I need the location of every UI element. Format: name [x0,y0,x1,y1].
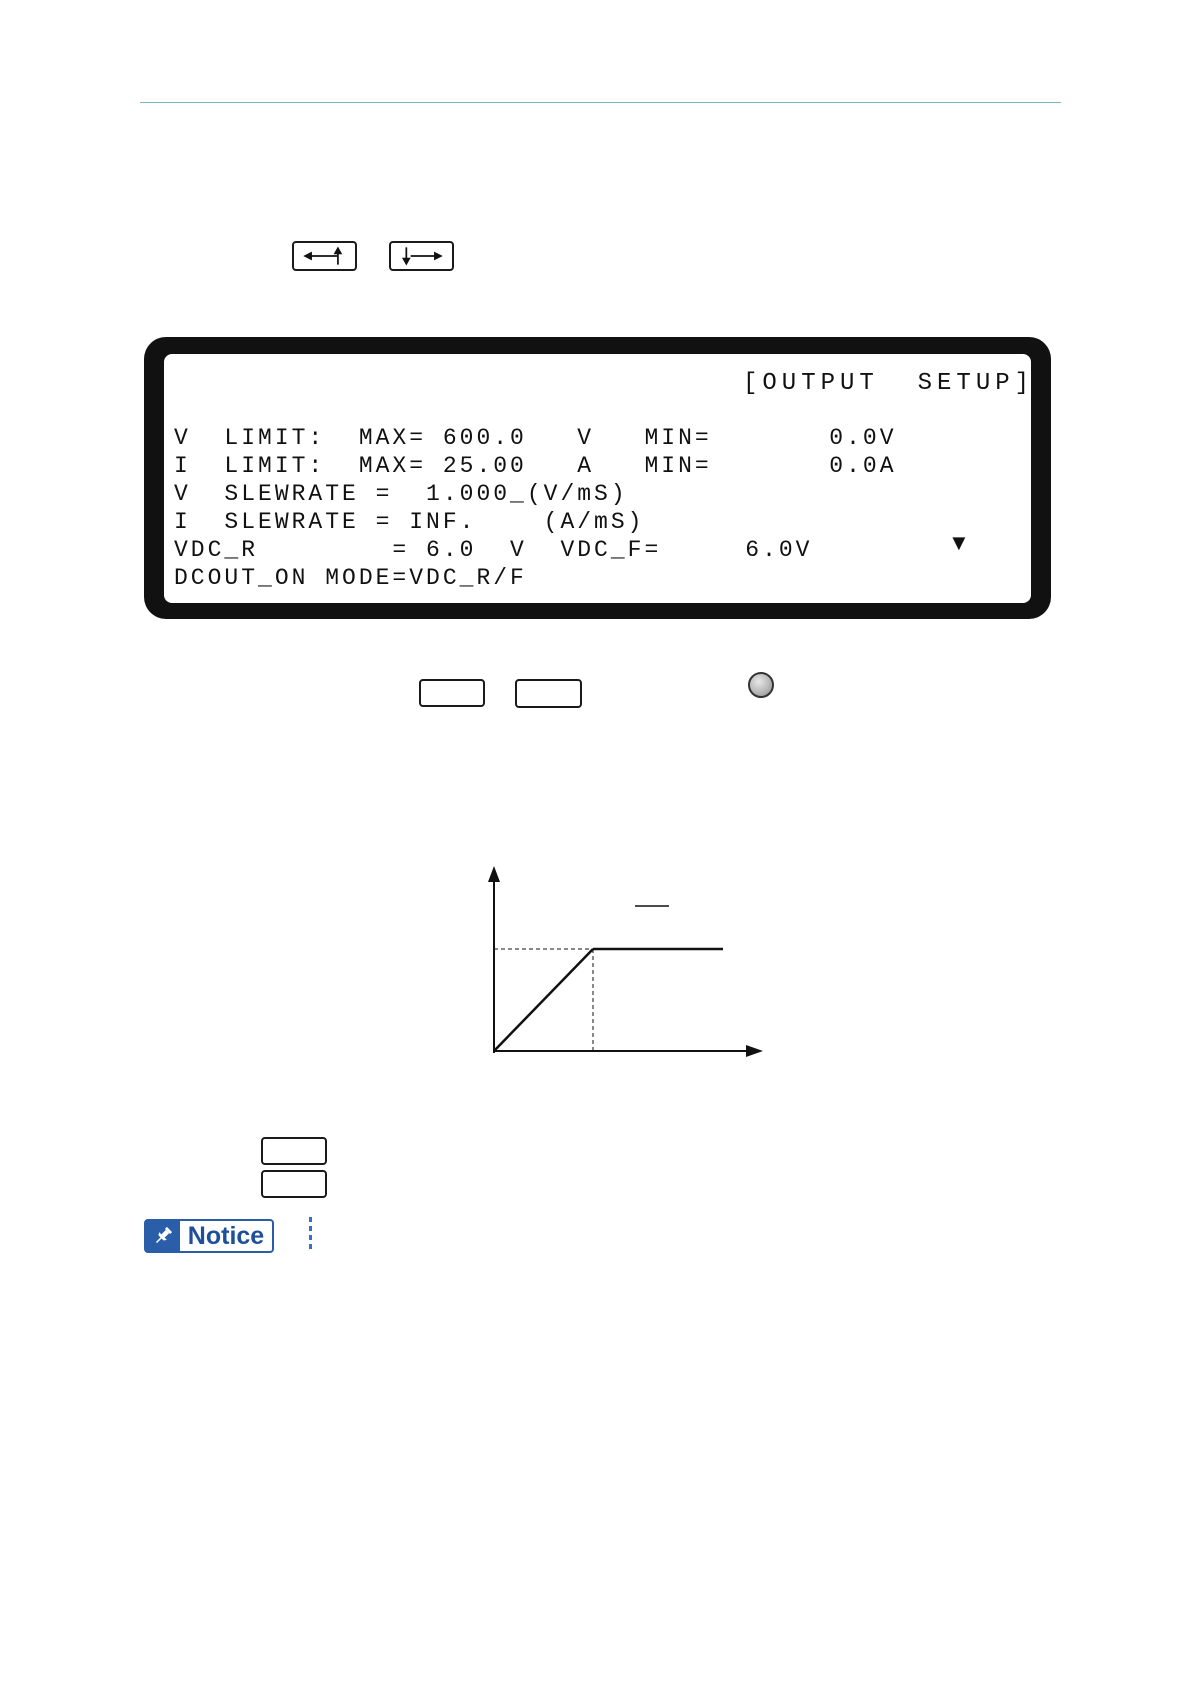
lcd-line-vdc: VDC_R = 6.0 V VDC_F= 6.0V [174,537,813,563]
lcd-line-v-slew-rate: V SLEWRATE = 1.000_(V/mS) [174,481,628,507]
pushpin-icon [146,1221,180,1251]
slew-rate-diagram [480,860,770,1060]
blank-key-3[interactable] [261,1137,327,1165]
lcd-title: [OUTPUT SETUP] [743,370,1035,397]
arrow-down-right-icon [391,243,452,269]
lcd-line-v-limit: V LIMIT: MAX= 600.0 V MIN= 0.0V [174,425,897,451]
lcd-line-i-slew-rate: I SLEWRATE = INF. (A/mS) [174,509,645,535]
arrow-left-up-icon [294,243,355,269]
notice-label: Notice [187,1221,265,1250]
notice-separator [309,1217,312,1253]
left-up-arrow-key[interactable] [292,241,357,271]
ramp-line [494,949,593,1051]
more-down-indicator: ▼ [948,530,970,555]
down-right-arrow-key[interactable] [389,241,454,271]
blank-key-2[interactable] [515,679,582,708]
blank-key-1[interactable] [419,679,485,707]
lcd-line-i-limit: I LIMIT: MAX= 25.00 A MIN= 0.0A [174,453,897,479]
x-axis-arrow [746,1045,763,1057]
lcd-line-dcout-mode: DCOUT_ON MODE=VDC_R/F [174,565,527,591]
y-axis-arrow [488,866,500,882]
notice-badge [144,1219,274,1253]
rotary-knob-icon[interactable] [748,672,774,698]
blank-key-4[interactable] [261,1170,327,1198]
header-rule [140,102,1061,103]
